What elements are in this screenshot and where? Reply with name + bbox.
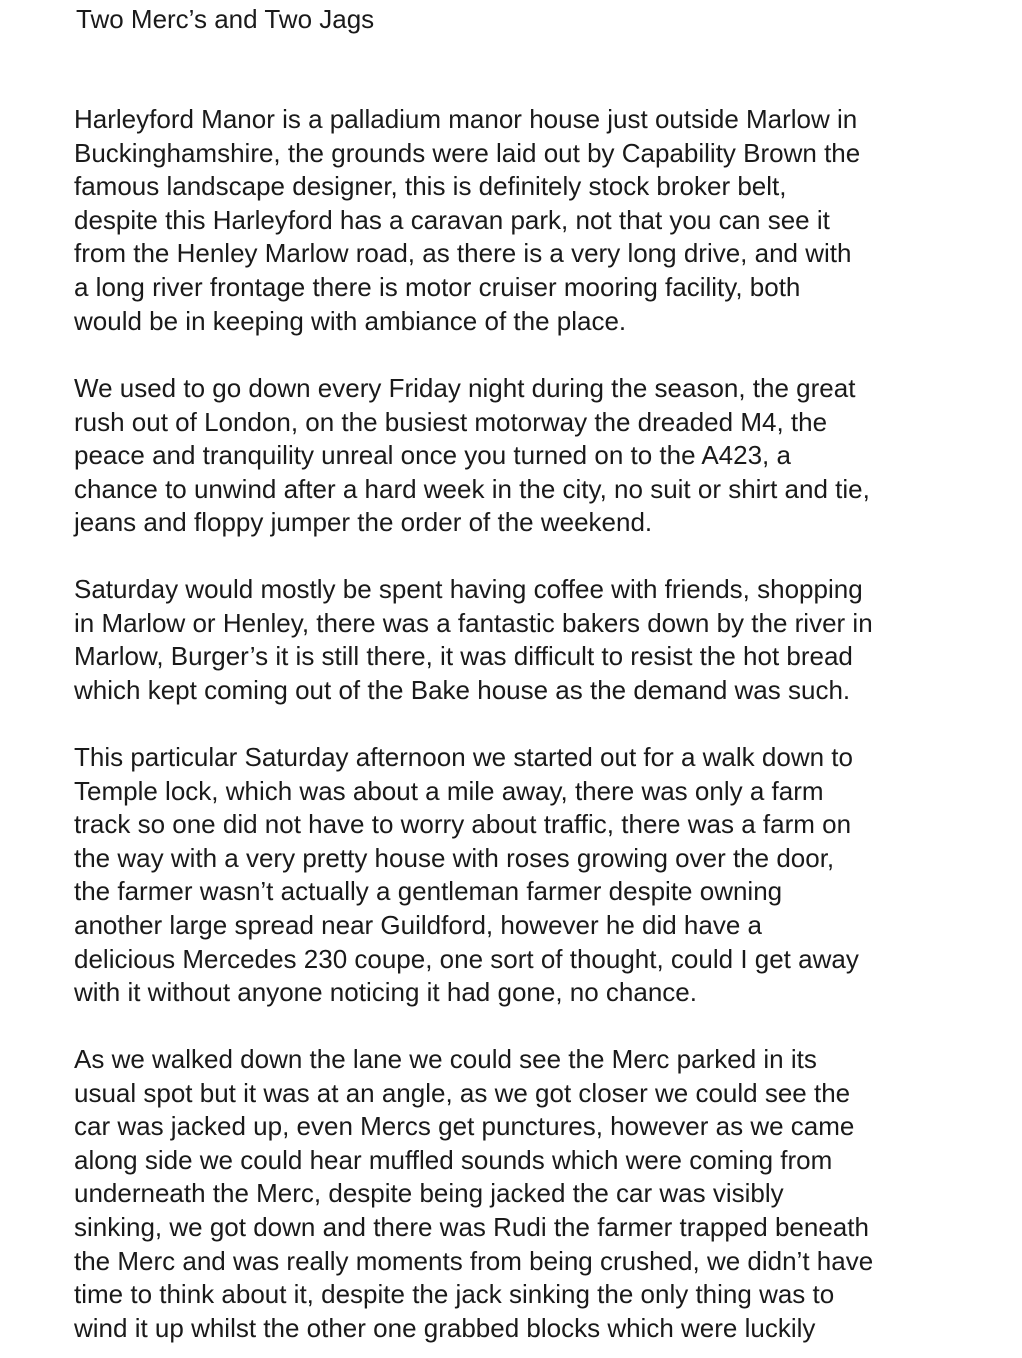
- text-line: from the Henley Marlow road, as there is a very long drive, and with: [74, 238, 852, 269]
- text-line: in Marlow or Henley, there was a fantastic bakers down by the river in: [74, 607, 873, 638]
- text-line: would be in keeping with ambiance of the place.: [74, 305, 627, 336]
- text-line: As we walked down the lane we could see the Merc parked in its: [74, 1044, 817, 1074]
- text-line: with it without anyone noticing it had gone, no chance.: [74, 977, 697, 1008]
- text-line: the way with a very pretty house with roses growing over the door,: [74, 842, 835, 873]
- text-line: despite this Harleyford has a caravan park, not that you can see it: [74, 204, 830, 235]
- text-line: Harleyford Manor is a palladium manor house just outside Marlow in: [74, 104, 858, 134]
- paragraph-temple-lock-walk: [74, 741, 1014, 1010]
- text-line: usual spot but it was at an angle, as we got closer we could see the: [74, 1077, 851, 1108]
- text-line: underneath the Merc, despite being jacked the car was visibly: [74, 1178, 784, 1209]
- text-line: Temple lock, which was about a mile away, there was only a farm: [74, 775, 824, 806]
- text-line: chance to unwind after a hard week in the city, no suit or shirt and tie,: [74, 473, 870, 504]
- text-line: time to think about it, despite the jack sinking the only thing was to: [74, 1279, 835, 1310]
- text-line: a long river frontage there is motor cruiser mooring facility, both: [74, 271, 801, 302]
- text-line: along side we could hear muffled sounds which were coming from: [74, 1144, 833, 1175]
- document-title: Two Merc’s and Two Jags: [76, 4, 375, 34]
- text-line: the Merc and was really moments from being crushed, we didn’t have: [74, 1245, 874, 1276]
- text-line: which kept coming out of the Bake house as the demand was such.: [74, 674, 851, 705]
- text-line: another large spread near Guildford, however he did have a: [74, 909, 762, 940]
- text-line: car was jacked up, even Mercs get punctures, however as we came: [74, 1111, 855, 1142]
- text-line: track so one did not have to worry about traffic, there was a farm on: [74, 809, 852, 840]
- text-line: We used to go down every Friday night during the season, the great: [74, 373, 856, 403]
- text-line: the farmer wasn’t actually a gentleman farmer despite owning: [74, 876, 783, 907]
- text-line: Saturday would mostly be spent having coffee with friends, shopping: [74, 574, 863, 604]
- text-line: Buckinghamshire, the grounds were laid out by Capability Brown the: [74, 137, 861, 168]
- paragraph-saturday: [74, 573, 1014, 707]
- text-line: delicious Mercedes 230 coupe, one sort of thought, could I get away: [74, 943, 859, 974]
- text-line: Marlow, Burger’s it is still there, it was difficult to resist the hot bread: [74, 641, 853, 672]
- paragraph-friday-nights: [74, 372, 1014, 540]
- paragraph-merc-rescue: [74, 1043, 1014, 1345]
- text-line: sinking, we got down and there was Rudi the farmer trapped beneath: [74, 1211, 869, 1242]
- text-line: rush out of London, on the busiest motorway the dreaded M4, the: [74, 406, 828, 437]
- text-line: famous landscape designer, this is definitely stock broker belt,: [74, 171, 787, 202]
- text-line: peace and tranquility unreal once you turned on to the A423, a: [74, 440, 791, 471]
- text-line: wind it up whilst the other one grabbed blocks which were luckily: [74, 1312, 816, 1343]
- text-line: jeans and floppy jumper the order of the weekend.: [74, 507, 653, 538]
- text-line: This particular Saturday afternoon we started out for a walk down to: [74, 742, 853, 772]
- paragraph-harleyford-manor: [74, 103, 1014, 338]
